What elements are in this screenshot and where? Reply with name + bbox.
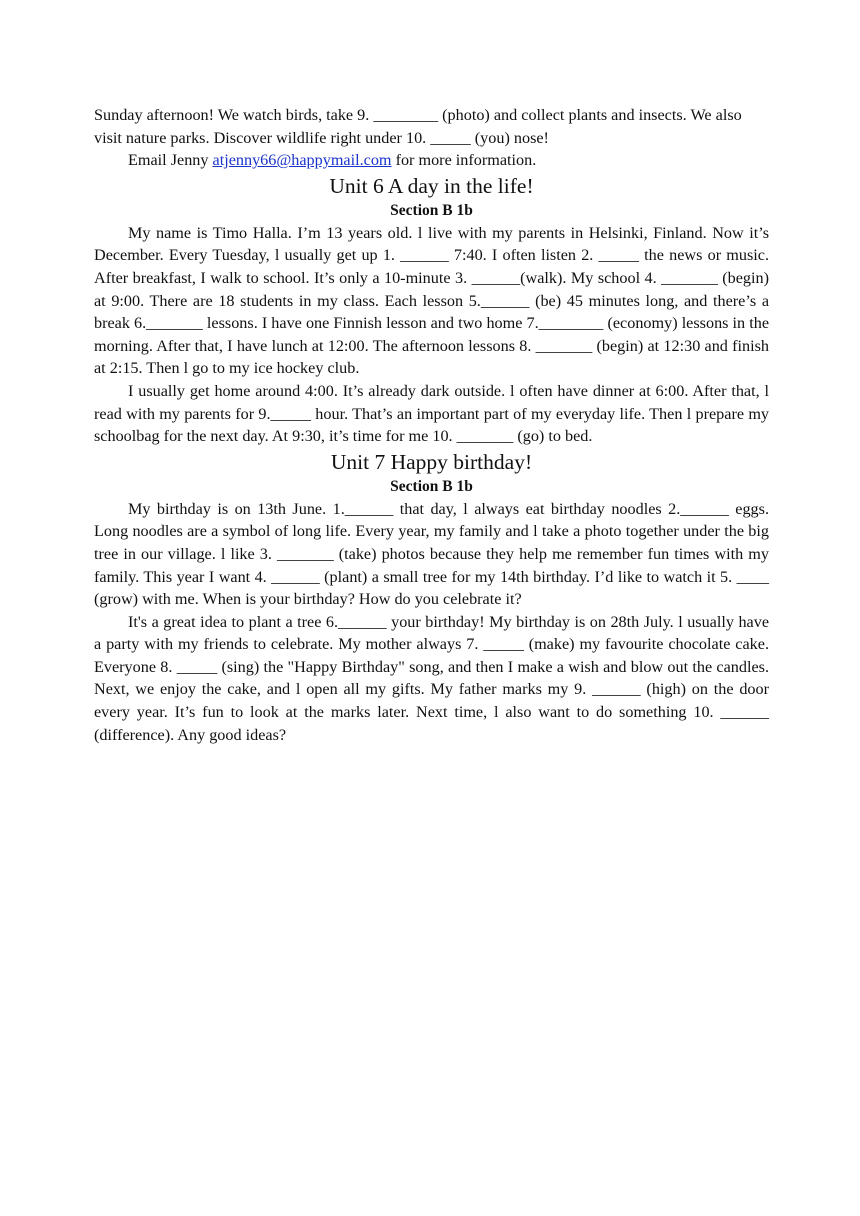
unit7-paragraph-1: My birthday is on 13th June. 1.______ that day, l always eat birthday noodles 2.______ eggs. Long noodles are a symbol of long life. Every year, my family and l take a photo together under the big tree in our village. l like 3. _______ (take) photos because they help me remember fun times with my family. This year I want 4. ______ (plant) a small tree for my 14th birthday. I’d like to watch it 5. ____ (grow) with me. When is your birthday? How do you celebrate it? [94, 499, 769, 609]
document-page [94, 104, 769, 746]
unit6-section-title: Section B 1b [390, 201, 473, 219]
unit6-paragraph-2: I usually get home around 4:00. It’s already dark outside. l often have dinner at 6:00. After that, l read with my parents for 9._____ hour. That’s an important part of my everyday life. Then l prepare my schoolbag for the next day. At 9:30, it’s time for me 10. _______ (go) to bed. [94, 381, 769, 446]
unit7-section-title: Section B 1b [390, 477, 473, 495]
intro-paragraph: Sunday afternoon! We watch birds, take 9. ________ (photo) and collect plants and insects. We also visit nature parks. Discover wildlife right under 10. _____ (you) nose! [94, 106, 742, 147]
unit7-title: Unit 7 Happy birthday! [330, 449, 533, 474]
email-line [94, 149, 769, 172]
email-prefix: Email Jenny [128, 151, 213, 170]
unit6-paragraph-1: My name is Timo Halla. I’m 13 years old. l live with my parents in Helsinki, Finland. Now it’s December. Every Tuesday, l usually get up 1. ______ 7:40. I often listen 2. _____ the news or music. After breakfast, I walk to school. It’s only a 10-minute 3. ______(walk). My school 4. _______ (begin) at 9:00. There are 18 students in my class. Each lesson 5.______ (be) 45 minutes long, and there’s a break 6._______ lessons. I have one Finnish lesson and two home 7.________ (economy) lessons in the morning. After that, I have lunch at 12:00. The afternoon lessons 8. _______ (begin) at 12:30 and finish at 2:15. Then l go to my ice hockey club. [94, 223, 769, 378]
unit6-title: Unit 6 A day in the life! [329, 173, 534, 198]
unit7-paragraph-2: It's a great idea to plant a tree 6.______ your birthday! My birthday is on 28th July. l usually have a party with my friends to celebrate. My mother always 7. _____ (make) my favourite chocolate cake. Everyone 8. _____ (sing) the "Happy Birthday" song, and then I make a wish and blow out the candles. Next, we enjoy the cake, and l open all my gifts. My father marks my 9. ______ (high) on the door every year. It’s fun to look at the marks later. Next time, l also want to do something 10. ______ (difference). Any good ideas? [94, 612, 769, 744]
email-link[interactable]: atjenny66@happymail.com [212, 151, 392, 170]
email-suffix: for more information. [391, 151, 537, 170]
